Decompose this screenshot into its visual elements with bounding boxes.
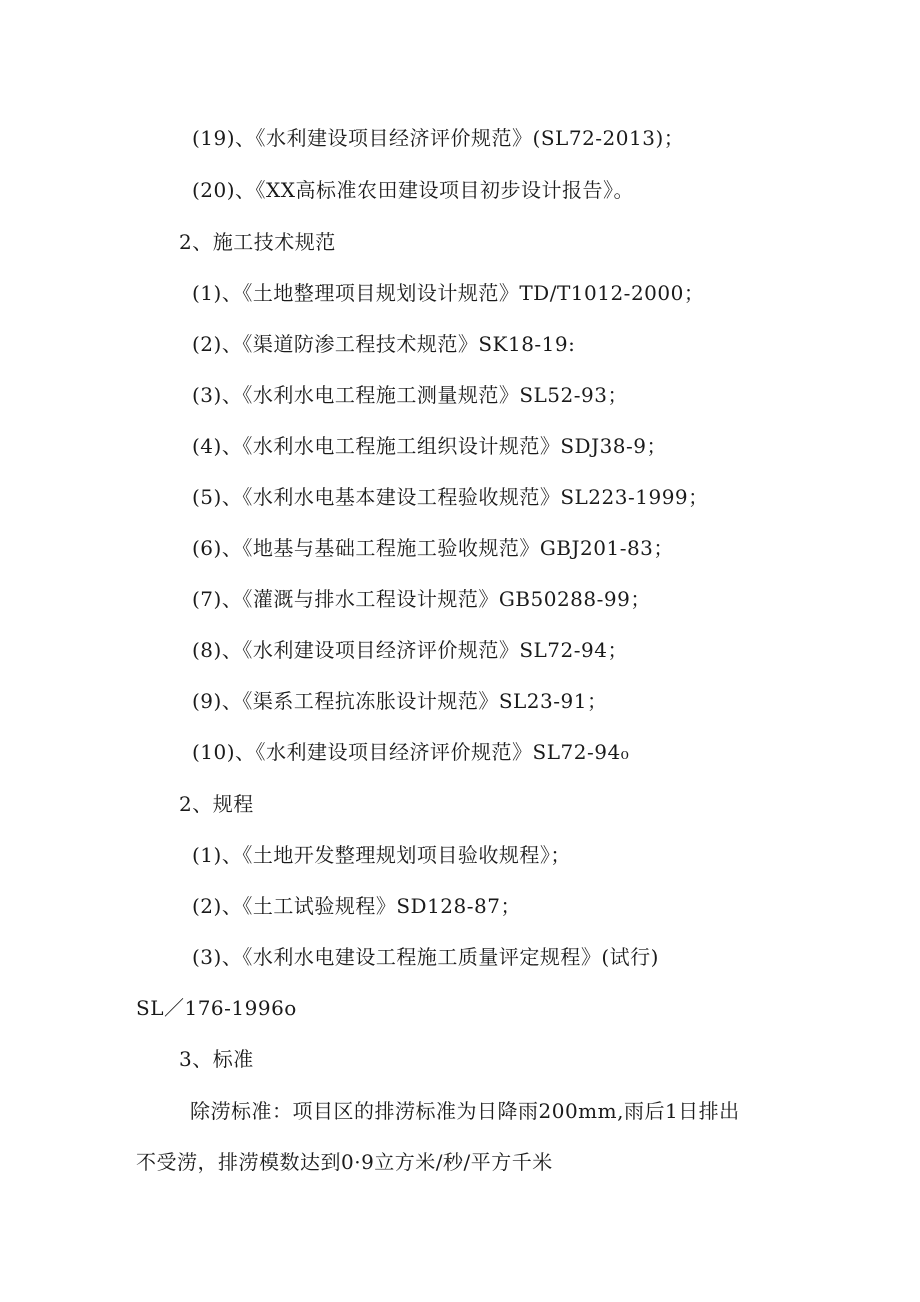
rule-item-2: (2)、《土工试验规程》SD128-87； <box>192 894 521 918</box>
regulation-item-20: (20)、《XX高标准农田建设项目初步设计报告》。 <box>192 178 635 202</box>
tech-spec-item-9: (9)、《渠系工程抗冻胀设计规范》SL23-91； <box>192 689 608 713</box>
tech-spec-item-8: (8)、《水利建设项目经济评价规范》SL72-94； <box>192 638 628 662</box>
section-heading-standard: 3、标准 <box>179 1047 254 1071</box>
tech-spec-item-4: (4)、《水利水电工程施工组织设计规范》SDJ38-9； <box>192 434 668 458</box>
tech-spec-item-2: (2)、《渠道防渗工程技术规范》SK18-19: <box>192 332 576 356</box>
tech-spec-item-5: (5)、《水利水电基本建设工程验收规范》SL223-1999； <box>192 485 709 509</box>
tech-spec-item-10: (10)、《水利建设项目经济评价规范》SL72-94₀ <box>192 740 630 764</box>
regulation-item-19: (19)、《水利建设项目经济评价规范》(SL72-2013)； <box>192 126 685 150</box>
section-heading-tech-specs: 2、施工技术规范 <box>179 230 336 254</box>
rule-item-1: (1)、《土地开发整理规划项目验收规程》； <box>192 843 571 867</box>
section-heading-rules: 2、规程 <box>179 792 254 816</box>
tech-spec-item-6: (6)、《地基与基础工程施工验收规范》GBJ201-83； <box>192 536 674 560</box>
tech-spec-item-7: (7)、《灌溉与排水工程设计规范》GB50288-99； <box>192 587 651 611</box>
tech-spec-item-1: (1)、《土地整理项目规划设计规范》TD/T1012-2000； <box>192 281 705 305</box>
tech-spec-item-3: (3)、《水利水电工程施工测量规范》SL52-93； <box>192 383 628 407</box>
drainage-standard-line-1: 除涝标准：项目区的排涝标准为日降雨200mm,雨后1日排出 <box>190 1099 740 1123</box>
rule-item-3: (3)、《水利水电建设工程施工质量评定规程》(试行) <box>192 945 659 969</box>
rule-item-3-continuation: SL／176-1996o <box>136 996 297 1020</box>
drainage-standard-line-2: 不受涝，排涝模数达到0·9立方米/秒/平方千米 <box>136 1150 553 1174</box>
